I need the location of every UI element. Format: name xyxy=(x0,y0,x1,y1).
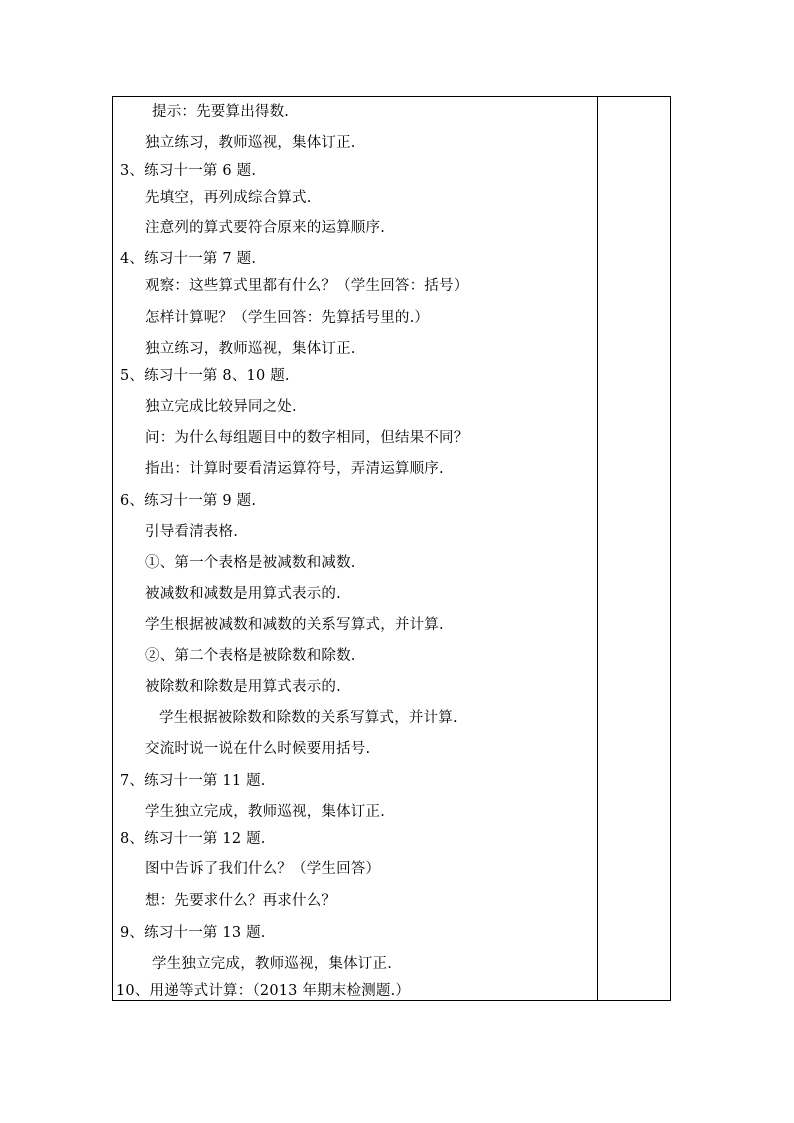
text-line: 4、练习十一第 7 题. xyxy=(120,251,257,267)
text-line: 被减数和减数是用算式表示的. xyxy=(145,586,341,602)
text-line: 独立练习，教师巡视，集体订正. xyxy=(145,135,356,151)
text-line: ①、第一个表格是被减数和减数. xyxy=(145,555,356,571)
text-line: 怎样计算呢？（学生回答：先算括号里的.） xyxy=(145,310,430,326)
text-line: 10、用递等式计算：（2013 年期末检测题.） xyxy=(116,983,411,999)
text-line: 7、练习十一第 11 题. xyxy=(120,773,266,789)
text-line: 图中告诉了我们什么？（学生回答） xyxy=(145,861,381,877)
text-line: 9、练习十一第 13 题. xyxy=(120,925,266,941)
text-line: 独立练习，教师巡视，集体订正. xyxy=(145,341,356,357)
column-divider xyxy=(597,96,598,1001)
text-line: 5、练习十一第 8、10 题. xyxy=(120,368,290,384)
text-line: 学生根据被除数和除数的关系写算式，并计算. xyxy=(159,710,458,726)
text-line: 想：先要求什么？再求什么？ xyxy=(145,893,337,909)
text-line: 学生独立完成，教师巡视，集体订正. xyxy=(152,956,393,972)
text-line: 观察：这些算式里都有什么？（学生回答：括号） xyxy=(145,278,469,294)
text-line: 交流时说一说在什么时候要用括号. xyxy=(145,741,371,757)
text-line: 提示：先要算出得数. xyxy=(152,104,290,120)
text-line: 6、练习十一第 9 题. xyxy=(120,493,257,509)
text-line: 被除数和除数是用算式表示的. xyxy=(145,679,341,695)
text-line: 学生独立完成，教师巡视，集体订正. xyxy=(145,804,386,820)
text-line: 先填空，再列成综合算式. xyxy=(145,190,312,206)
text-line: 独立完成比较异同之处. xyxy=(145,399,297,415)
text-line: 指出：计算时要看清运算符号，弄清运算顺序. xyxy=(145,461,444,477)
text-line: 引导看清表格. xyxy=(145,524,239,540)
text-line: 注意列的算式要符合原来的运算顺序. xyxy=(145,220,386,236)
text-line: 8、练习十一第 12 题. xyxy=(120,831,266,847)
text-line: ②、第二个表格是被除数和除数. xyxy=(145,648,356,664)
text-line: 3、练习十一第 6 题. xyxy=(120,163,257,179)
text-line: 问：为什么每组题目中的数字相同，但结果不同？ xyxy=(145,430,469,446)
text-line: 学生根据被减数和减数的关系写算式，并计算. xyxy=(145,617,444,633)
